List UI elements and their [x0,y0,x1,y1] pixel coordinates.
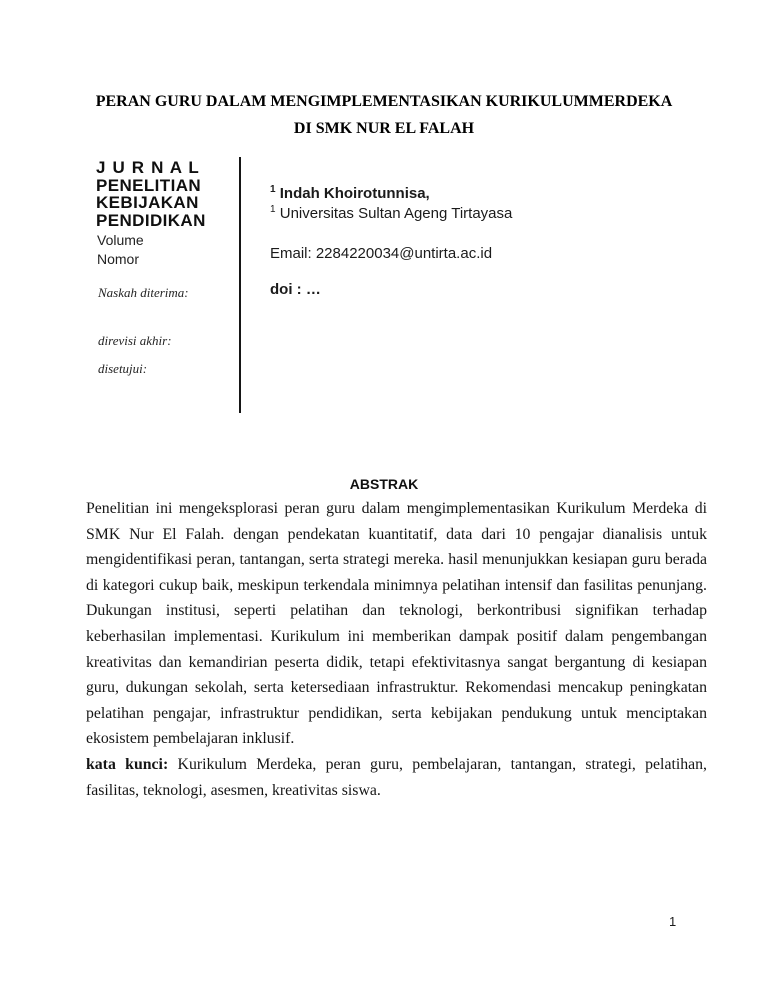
paper-title-line-2: DI SMK NUR EL FALAH [293,120,475,137]
author-email: Email: 2284220034@untirta.ac.id [270,245,493,262]
journal-name-line-3: KEBIJAKAN [96,193,199,212]
author-name: Indah Khoirotunnisa, [279,185,430,202]
author-superscript: 1 [270,184,276,195]
affiliation-superscript: 1 [270,204,276,215]
journal-meta [97,231,144,268]
journal-name-line-4: PENDIDIKAN [96,210,206,230]
doi-line: doi : … [270,281,321,298]
journal-name-line-1: J U R N A L [96,158,200,177]
abstract-body: Penelitian ini mengeksplorasi peran guru dalam mengimplementasikan Kurikulum Merdeka di SMK Nur El Falah. dengan pendekatan kuantitatif, data dari 10 pengajar dianalisis untuk mengidentifikasi peran, tantangan, serta strategi mereka. hasil menunjukkan kesiapan guru berada di kategori cukup baik, meskipun terkendala minimnya pelatihan intensif dan fasilitas penunjang. Dukungan institusi, seperti pelatihan dan teknologi, berkontribusi signifikan terhadap keberhasilan implementasi. Kurikulum ini memberikan dampak positif dalam pengembangan kreativitas dan kemandirian peserta didik, tetapi efektivitasnya sangat bergantung di kesiapan guru, dukungan sekolah, serta ketersediaan infrastruktur. Rekomendasi mencakup peningkatan pelatihan pengajar, infrastruktur pendidikan, serta kebijakan pendukung untuk menciptakan ekosistem pembelajaran inklusif. [86,500,707,748]
page-number: 1 [669,914,677,929]
keywords-text: Kurikulum Merdeka, peran guru, pembelajaran, tantangan, strategi, pelatihan, fasilitas, teknologi, asesmen, kreativitas siswa. [86,755,707,799]
vertical-divider [239,157,241,413]
keywords-label: kata kunci: [86,755,169,773]
manuscript-received-label: Naskah diterima: [98,285,189,300]
manuscript-revised-label: direvisi akhir: [98,333,172,348]
author-name-line [270,184,512,204]
journal-name-block [96,159,206,229]
abstract-section [86,496,707,803]
volume-label: Volume [97,232,144,248]
paper-title [0,88,768,142]
nomor-label: Nomor [97,250,140,267]
affiliation-name: Universitas Sultan Ageng Tirtayasa [279,205,513,222]
journal-name-line-2: PENELITIAN [96,175,202,195]
author-block [270,184,512,300]
keywords-line [86,752,707,803]
affiliation-line [270,204,512,224]
abstract-heading: ABSTRAK [349,476,419,492]
paper-title-line-1: PERAN GURU DALAM MENGIMPLEMENTASIKAN KURIKULUMMERDEKA [95,93,673,110]
manuscript-approved-label: disetujui: [98,361,148,376]
